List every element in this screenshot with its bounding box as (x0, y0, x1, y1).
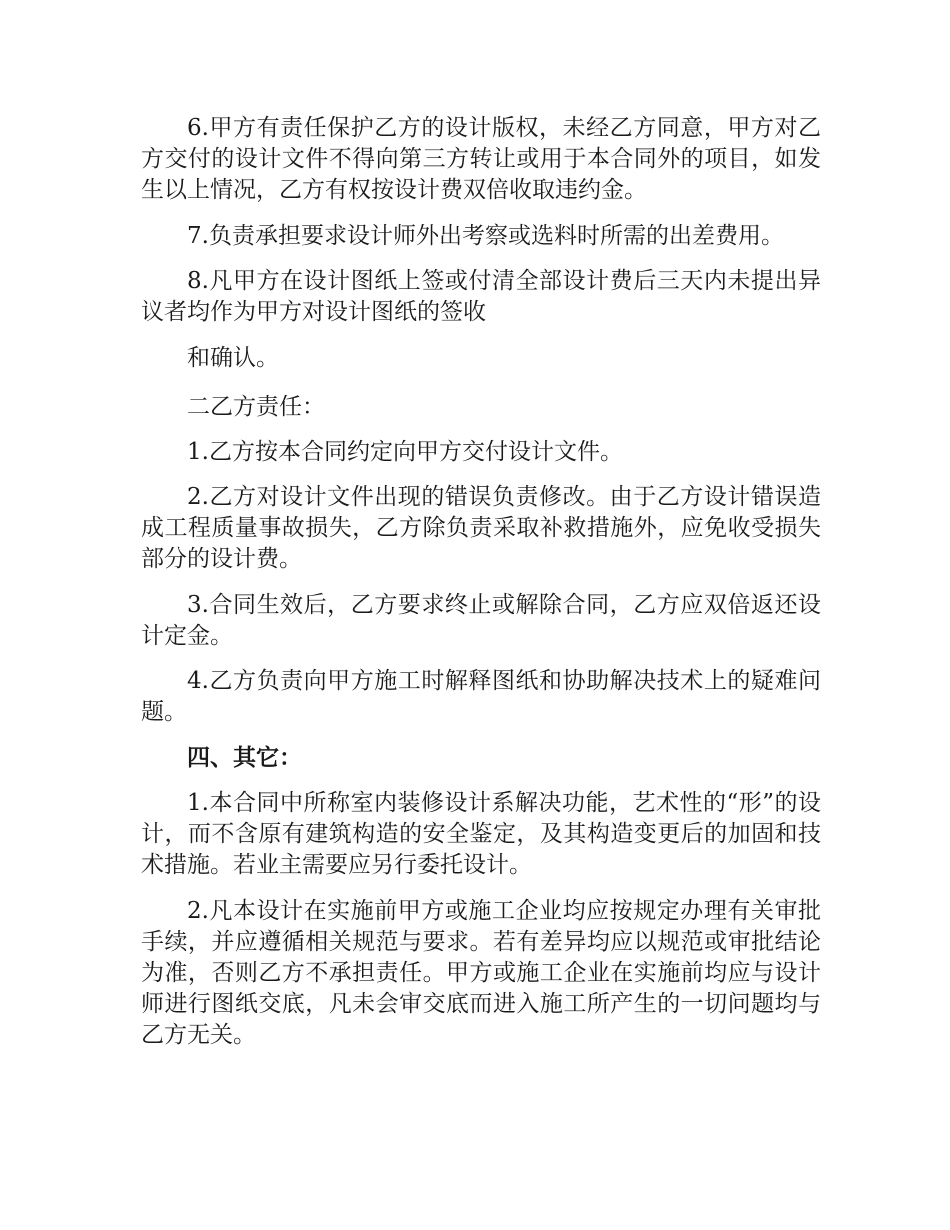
paragraph-party-b-support: 4.乙方负责向甲方施工时解释图纸和协助解决技术上的疑难问题。 (141, 668, 821, 725)
paragraph-approval-procedures: 2.凡本设计在实施前甲方或施工企业均应按规定办理有关审批手续，并应遵循相关规范与要求。若有差异均应以规范或审批结论为准，否则乙方不承担责任。甲方或施工企业在实施前均应与设计师进行图纸交底，凡未会审交底而进入施工所产生的一切问题均与乙方无关。 (141, 898, 821, 1048)
paragraph-party-b-delivery: 1.乙方按本合同约定向甲方交付设计文件。 (187, 439, 623, 465)
paragraph-acceptance-clause: 8.凡甲方在设计图纸上签或付清全部设计费后三天内未提出异议者均作为甲方对设计图纸的签收 (141, 268, 821, 325)
paragraph-party-b-termination: 3.合同生效后，乙方要求终止或解除合同，乙方应双倍返还设计定金。 (141, 592, 821, 649)
paragraph-acceptance-continued: 和确认。 (187, 345, 279, 371)
paragraph-design-scope: 1.本合同中所称室内装修设计系解决功能，艺术性的“形”的设计，而不含原有建筑构造的安全鉴定，及其构造变更后的加固和技术措施。若业主需要应另行委托设计。 (141, 790, 821, 878)
section-heading-party-b-duties: 二乙方责任： (187, 394, 325, 420)
paragraph-travel-expense-clause: 7.负责承担要求设计师外出考察或选料时所需的出差费用。 (187, 223, 784, 249)
paragraph-party-b-corrections: 2.乙方对设计文件出现的错误负责修改。由于乙方设计错误造成工程质量事故损失，乙方除负责采取补救措施外，应免收受损失部分的设计费。 (141, 484, 821, 572)
paragraph-copyright-clause: 6.甲方有责任保护乙方的设计版权，未经乙方同意，甲方对乙方交付的设计文件不得向第三方转让或用于本合同外的项目，如发生以上情况，乙方有权按设计费双倍收取违约金。 (141, 115, 821, 203)
section-heading-other: 四、其它： (187, 744, 302, 771)
